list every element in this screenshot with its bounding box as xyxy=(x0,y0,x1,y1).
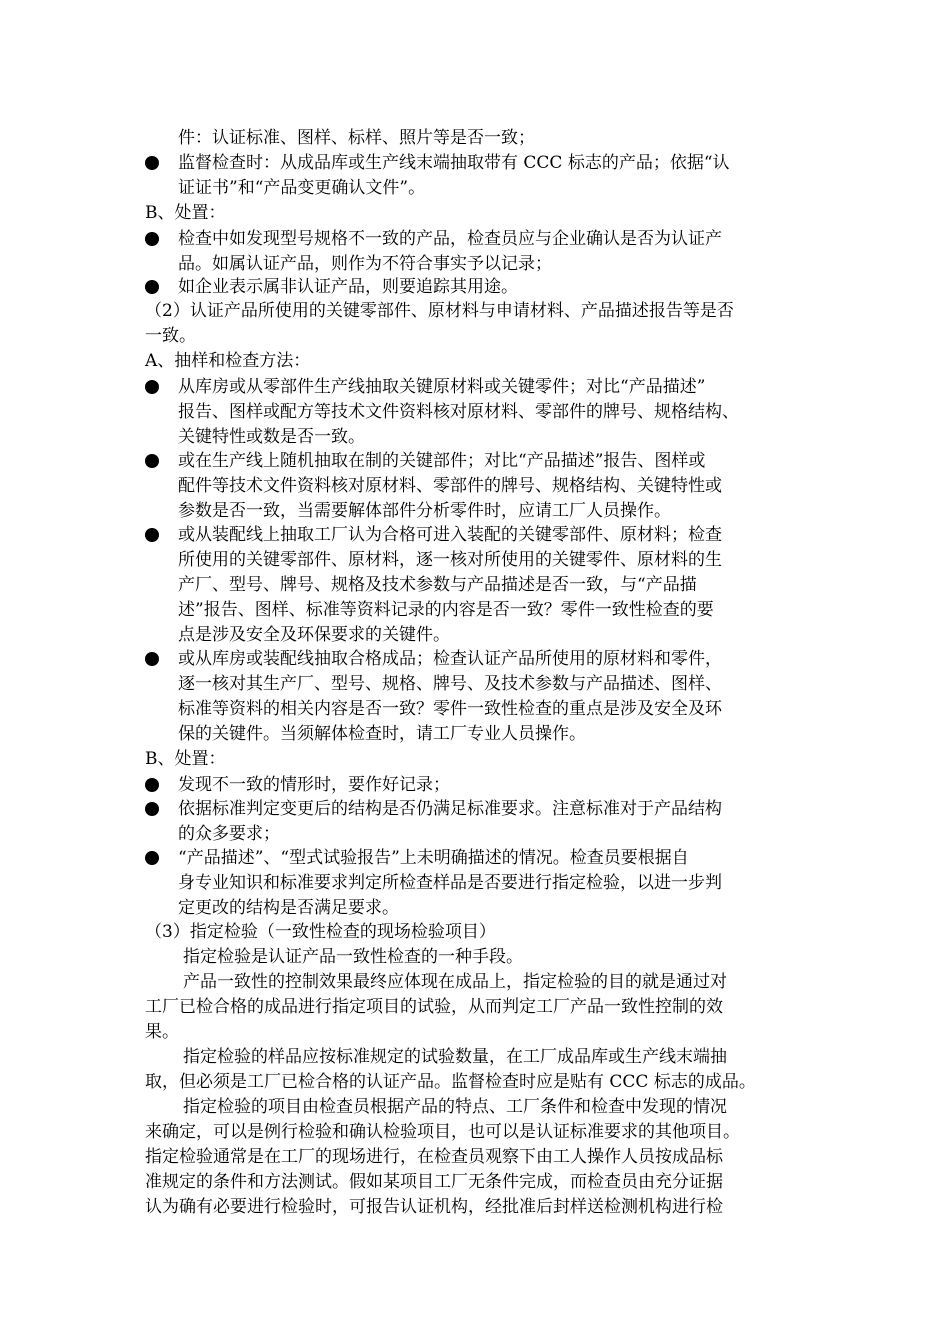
text-line: 取，但必须是工厂已检合格的认证产品。监督检查时应是贴有 CCC 标志的成品。 xyxy=(145,1072,756,1092)
subheading: A、抽样和检查方法： xyxy=(145,351,311,371)
text-line: 认为确有必要进行检验时，可报告认证机构，经批准后封样送检测机构进行检 xyxy=(145,1197,723,1217)
subheading: B、处置： xyxy=(145,749,226,769)
section-heading: （2）认证产品所使用的关键零部件、原材料与申请材料、产品描述报告等是否 xyxy=(145,301,734,321)
bullet-text-line: 检查中如发现型号规格不一致的产品，检查员应与企业确认是否为认证产 xyxy=(178,229,722,249)
text-line: 指定检验的样品应按标准规定的试验数量，在工厂成品库或生产线末端抽 xyxy=(183,1047,727,1067)
bullet-text-line: 如企业表示属非认证产品，则要追踪其用途。 xyxy=(178,277,518,297)
bullet-icon xyxy=(145,156,159,170)
bullet-icon xyxy=(145,652,159,666)
bullet-text-line: 依据标准判定变更后的结构是否仍满足标准要求。注意标准对于产品结构 xyxy=(178,799,722,819)
text-line: 所使用的关键零部件、原材料，逐一核对所使用的关键零件、原材料的生 xyxy=(178,550,722,570)
text-line: 逐一核对其生产厂、型号、规格、牌号、及技术参数与产品描述、图样、 xyxy=(178,674,722,694)
text-line: 准规定的条件和方法测试。假如某项目工厂无条件完成，而检查员由充分证据 xyxy=(145,1172,723,1192)
text-line: 产品一致性的控制效果最终应体现在成品上，指定检验的目的就是通过对 xyxy=(183,972,727,992)
text-line: 一致。 xyxy=(145,326,196,346)
bullet-icon xyxy=(145,280,159,294)
text-line: 产厂、型号、牌号、规格及技术参数与产品描述是否一致，与“产品描 xyxy=(178,575,697,595)
bullet-icon xyxy=(145,778,159,792)
text-line: 点是涉及安全及环保要求的关键件。 xyxy=(178,625,450,645)
text-line: 果。 xyxy=(145,1022,179,1042)
text-line: 工厂已检合格的成品进行指定项目的试验，从而判定工厂产品一致性控制的效 xyxy=(145,997,723,1017)
text-line: 指定检验的项目由检查员根据产品的特点、工厂条件和检查中发现的情况 xyxy=(183,1097,727,1117)
bullet-text-line: “产品描述”、“型式试验报告”上未明确描述的情况。检查员要根据自 xyxy=(178,848,689,868)
bullet-icon xyxy=(145,851,159,865)
bullet-icon xyxy=(145,380,159,394)
bullet-text-line: 或从装配线上抽取工厂认为合格可进入装配的关键零部件、原材料；检查 xyxy=(178,525,722,545)
bullet-text-line: 或在生产线上随机抽取在制的关键部件；对比“产品描述”报告、图样或 xyxy=(178,451,706,471)
text-line: 的众多要求； xyxy=(178,824,280,844)
text-line: 证证书”和“产品变更确认文件”。 xyxy=(178,178,426,198)
bullet-text-line: 监督检查时：从成品库或生产线末端抽取带有 CCC 标志的产品；依据“认 xyxy=(178,153,730,173)
bullet-text-line: 或从库房或装配线抽取合格成品；检查认证产品所使用的原材料和零件， xyxy=(178,649,722,669)
text-line: 品。如属认证产品，则作为不符合事实予以记录； xyxy=(178,254,552,274)
text-line: 定更改的结构是否满足要求。 xyxy=(178,898,399,918)
text-line: 参数是否一致，当需要解体部件分析零件时，应请工厂人员操作。 xyxy=(178,501,671,521)
text-line: 指定检验通常是在工厂的现场进行，在检查员观察下由工人操作人员按成品标 xyxy=(145,1147,723,1167)
section-heading: （3）指定检验（一致性检查的现场检验项目） xyxy=(145,922,496,942)
text-line: 报告、图样或配方等技术文件资料核对原材料、零部件的牌号、规格结构、 xyxy=(178,402,739,422)
bullet-icon xyxy=(145,528,159,542)
text-line: 关键特性或数是否一致。 xyxy=(178,427,365,447)
text-line: 件：认证标准、图样、标样、照片等是否一致； xyxy=(178,128,535,148)
bullet-icon xyxy=(145,232,159,246)
subheading: B、处置： xyxy=(145,203,226,223)
bullet-text-line: 发现不一致的情形时，要作好记录； xyxy=(178,775,450,795)
text-line: 指定检验是认证产品一致性检查的一种手段。 xyxy=(183,947,523,967)
text-line: 配件等技术文件资料核对原材料、零部件的牌号、规格结构、关键特性或 xyxy=(178,476,722,496)
text-line: 保的关键件。当须解体检查时，请工厂专业人员操作。 xyxy=(178,724,586,744)
text-line: 述”报告、图样、标准等资料记录的内容是否一致？零件一致性检查的要 xyxy=(178,600,714,620)
text-line: 身专业知识和标准要求判定所检查样品是否要进行指定检验，以进一步判 xyxy=(178,873,722,893)
bullet-icon xyxy=(145,454,159,468)
bullet-icon xyxy=(145,802,159,816)
text-line: 来确定，可以是例行检验和确认检验项目，也可以是认证标准要求的其他项目。 xyxy=(145,1122,740,1142)
text-line: 标准等资料的相关内容是否一致？零件一致性检查的重点是涉及安全及环 xyxy=(178,699,722,719)
bullet-text-line: 从库房或从零部件生产线抽取关键原材料或关键零件；对比“产品描述” xyxy=(178,377,706,397)
